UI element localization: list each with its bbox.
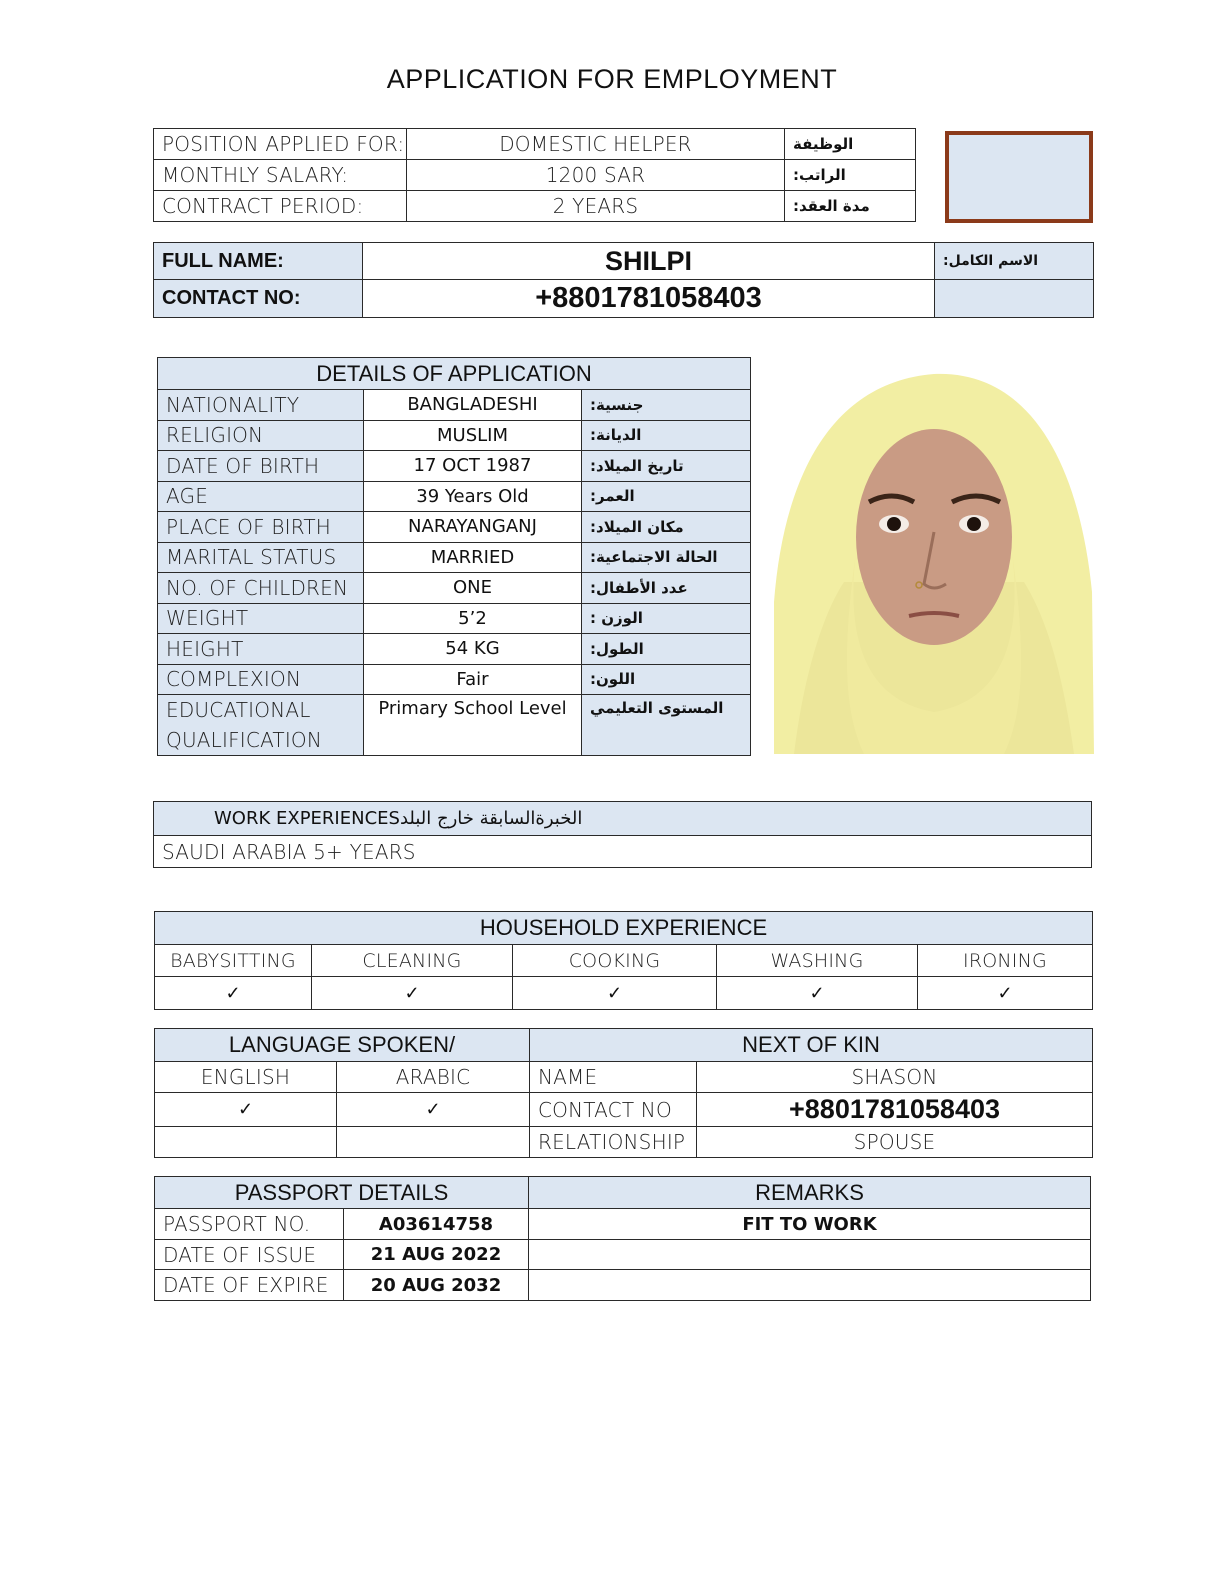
identity-row-contact — [154, 280, 1094, 318]
detail-row — [158, 573, 751, 604]
language-header: LANGUAGE SPOKEN/ — [155, 1029, 530, 1062]
household-checks-row — [155, 977, 1093, 1010]
language-empty-cell — [337, 1127, 530, 1158]
language-kin-table — [154, 1028, 1093, 1158]
job-row-salary — [154, 160, 916, 191]
weight-value: 5’2 — [364, 603, 582, 634]
detail-row-education — [158, 695, 751, 756]
contact-arabic-empty — [935, 280, 1094, 318]
marital-status-label: MARITAL STATUS — [158, 542, 364, 573]
check-icon: ✓ — [918, 977, 1093, 1010]
check-icon: ✓ — [155, 1093, 337, 1127]
complexion-arabic: اللون: — [582, 664, 751, 695]
details-header: DETAILS OF APPLICATION — [158, 358, 751, 390]
contract-arabic: مدة العقد: — [785, 191, 916, 222]
education-label-line1: EDUCATIONAL — [166, 698, 311, 722]
contract-label: CONTRACT PERIOD: — [154, 191, 407, 222]
salary-value: 1200 SAR — [407, 160, 785, 191]
remarks-empty-cell — [529, 1270, 1091, 1301]
detail-row — [158, 634, 751, 665]
skill-babysitting: BABYSITTING — [155, 945, 312, 977]
issue-date-label: DATE OF ISSUE — [155, 1240, 344, 1270]
kin-name-label: NAME — [530, 1062, 697, 1093]
expiry-date-label: DATE OF EXPIRE — [155, 1270, 344, 1301]
nationality-value: BANGLADESHI — [364, 390, 582, 421]
detail-row — [158, 603, 751, 634]
marital-status-arabic: الحالة الاجتماعية: — [582, 542, 751, 573]
contact-label: CONTACT NO: — [154, 280, 363, 318]
position-value: DOMESTIC HELPER — [407, 129, 785, 160]
applicant-photo — [774, 352, 1094, 754]
language-arabic: ARABIC — [337, 1062, 530, 1093]
place-of-birth-label: PLACE OF BIRTH — [158, 512, 364, 543]
check-icon: ✓ — [337, 1093, 530, 1127]
place-of-birth-arabic: مكان الميلاد: — [582, 512, 751, 543]
details-table — [157, 357, 751, 756]
weight-arabic: الوزن : — [582, 603, 751, 634]
children-value: ONE — [364, 573, 582, 604]
job-table — [153, 128, 916, 222]
identity-table — [153, 242, 1094, 318]
language-empty-cell — [155, 1127, 337, 1158]
position-label: POSITION APPLIED FOR: — [154, 129, 407, 160]
check-icon: ✓ — [312, 977, 513, 1010]
detail-row — [158, 420, 751, 451]
education-value: Primary School Level — [364, 695, 582, 756]
job-row-position — [154, 129, 916, 160]
dob-arabic: تاريخ الميلاد: — [582, 451, 751, 482]
complexion-value: Fair — [364, 664, 582, 695]
remarks-header: REMARKS — [529, 1177, 1091, 1209]
check-icon: ✓ — [155, 977, 312, 1010]
passport-table — [154, 1176, 1091, 1301]
nationality-arabic: جنسية: — [582, 390, 751, 421]
check-icon: ✓ — [513, 977, 717, 1010]
dob-value: 17 OCT 1987 — [364, 451, 582, 482]
detail-row — [158, 481, 751, 512]
check-icon: ✓ — [717, 977, 918, 1010]
position-arabic: الوظيفة — [785, 129, 916, 160]
skill-cooking: COOKING — [513, 945, 717, 977]
height-label: HEIGHT — [158, 634, 364, 665]
work-value: SAUDI ARABIA 5+ YEARS — [154, 836, 1092, 868]
height-value: 54 KG — [364, 634, 582, 665]
identity-row-name — [154, 243, 1094, 280]
children-arabic: عدد الأطفال: — [582, 573, 751, 604]
skill-ironing: IRONING — [918, 945, 1093, 977]
remarks-empty-cell — [529, 1240, 1091, 1270]
nationality-label: NATIONALITY — [158, 390, 364, 421]
full-name-label: FULL NAME: — [154, 243, 363, 280]
height-arabic: الطول: — [582, 634, 751, 665]
detail-row — [158, 451, 751, 482]
kin-relationship-value: SPOUSE — [697, 1127, 1093, 1158]
work-header: WORK EXPERIENCESالخبرةالسابقة خارج البلد — [154, 802, 1092, 836]
dob-label: DATE OF BIRTH — [158, 451, 364, 482]
photo-frame — [945, 131, 1093, 223]
issue-date-value: 21 AUG 2022 — [344, 1240, 529, 1270]
detail-row — [158, 390, 751, 421]
contract-value: 2 YEARS — [407, 191, 785, 222]
religion-arabic: الديانة: — [582, 420, 751, 451]
contact-value: +8801781058403 — [363, 280, 935, 318]
language-english: ENGLISH — [155, 1062, 337, 1093]
age-value: 39 Years Old — [364, 481, 582, 512]
detail-row — [158, 542, 751, 573]
children-label: NO. OF CHILDREN — [158, 573, 364, 604]
passport-no-value: A03614758 — [344, 1209, 529, 1240]
job-row-contract — [154, 191, 916, 222]
weight-label: WEIGHT — [158, 603, 364, 634]
skill-cleaning: CLEANING — [312, 945, 513, 977]
page-title: APPLICATION FOR EMPLOYMENT — [386, 64, 838, 94]
kin-contact-label: CONTACT NO — [530, 1093, 697, 1127]
education-label-line2: QUALIFICATION — [166, 728, 323, 752]
passport-no-label: PASSPORT NO. — [155, 1209, 344, 1240]
household-header: HOUSEHOLD EXPERIENCE — [155, 912, 1093, 945]
work-table — [153, 801, 1092, 868]
salary-arabic: الراتب: — [785, 160, 916, 191]
kin-name-value: SHASON — [697, 1062, 1093, 1093]
detail-row — [158, 512, 751, 543]
religion-value: MUSLIM — [364, 420, 582, 451]
household-skills-row — [155, 945, 1093, 977]
religion-label: RELIGION — [158, 420, 364, 451]
full-name-value: SHILPI — [363, 243, 935, 280]
expiry-date-value: 20 AUG 2032 — [344, 1270, 529, 1301]
education-label — [158, 695, 364, 756]
skill-washing: WASHING — [717, 945, 918, 977]
complexion-label: COMPLEXION — [158, 664, 364, 695]
detail-row — [158, 664, 751, 695]
kin-relationship-label: RELATIONSHIP — [530, 1127, 697, 1158]
household-table — [154, 911, 1093, 1010]
education-arabic: المستوى التعليمي — [582, 695, 751, 756]
age-arabic: العمر: — [582, 481, 751, 512]
marital-status-value: MARRIED — [364, 542, 582, 573]
kin-header: NEXT OF KIN — [530, 1029, 1093, 1062]
remarks-value: FIT TO WORK — [529, 1209, 1091, 1240]
kin-contact-value: +8801781058403 — [697, 1093, 1093, 1127]
age-label: AGE — [158, 481, 364, 512]
salary-label: MONTHLY SALARY: — [154, 160, 407, 191]
place-of-birth-value: NARAYANGANJ — [364, 512, 582, 543]
passport-header: PASSPORT DETAILS — [155, 1177, 529, 1209]
full-name-arabic: الاسم الكامل: — [935, 243, 1094, 280]
